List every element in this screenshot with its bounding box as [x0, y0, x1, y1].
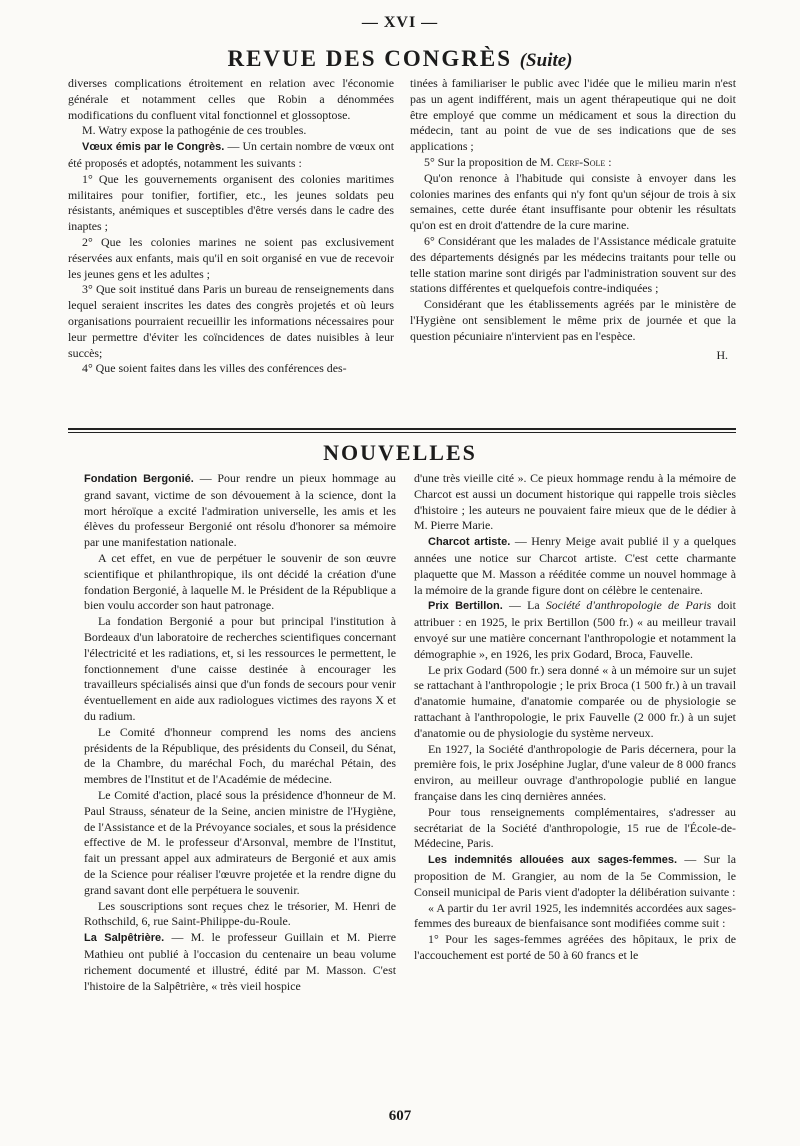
bergonie-label: Fondation Bergonié.	[84, 473, 194, 485]
section-title-congres	[0, 46, 800, 72]
news-right-column	[414, 471, 736, 964]
bertillon-society: Société d'anthropologie de Paris	[545, 598, 712, 613]
paragraph-voeux: Vœux émis par le Congrès. — Un certain nombre de vœux ont été proposés et adoptés, notamment les suivants :	[68, 139, 395, 170]
voeux-text: Un certain nombre de vœux ont été proposés et adoptés, notamment les suivants :	[68, 139, 395, 170]
charcot-label: Charcot artiste.	[428, 536, 511, 549]
paragraph: Qu'on renonce à l'habitude qui consiste à envoyer dans les colonies marines des enfants qui n'y font qu'un séjour de trois à six semaines, cette durée étant insuffisante pour obtenir les résultats qu'on est en droit d'attendre de la cure marine.	[410, 170, 736, 233]
paragraph-bertillon	[414, 598, 736, 662]
paragraph: En 1927, la Société d'anthropologie de Paris décernera, pour la première fois, le prix Joséphine Juglar, d'une valeur de 8 000 francs environ, au meilleur ouvrage d'anthropologie publié en langue française dans les cinq dernières années.	[414, 741, 736, 803]
voeux-label: Vœux émis par le Congrès.	[82, 141, 225, 154]
paragraph: Considérant que les établissements agréés par le ministère de l'Hygiène ont sensiblement le même prix de journée et que la question pécuniaire n'intervient pas en l'espèce.	[410, 297, 736, 343]
congres-title: REVUE DES CONGRÈS	[227, 46, 512, 71]
bertillon-pre: — La	[508, 598, 546, 613]
paragraph-indemnites	[414, 852, 736, 900]
paragraph-bergonie	[84, 471, 396, 551]
charcot-text: — Henry Meige avait publié il y a quelques années une notice sur Charcot artiste. C'est cette charmante plaquette que M. Masson a rééditée comme un nouvel hommage à la mémoire de la grande figure dont on célèbre le centenaire.	[414, 534, 736, 597]
paragraph: A cet effet, en vue de perpétuer le souvenir de son œuvre scientifique et philanthropique, ils ont décidé la création d'une fondation Bergonié, à laquelle M. le Président de la République a bien voulu accorder son haut patronage.	[84, 550, 396, 613]
section-title-nouvelles: NOUVELLES	[323, 440, 477, 465]
paragraph: 1° Pour les sages-femmes agréées des hôpitaux, le prix de l'accouchement est porté de 50 à 60 francs et le	[414, 932, 736, 962]
paragraph: 3° Que soit institué dans Paris un bureau de renseignements dans lequel seraient inscrites les dates des congrès projetés et où leurs organisations pourraient recueillir les informations nécessaires pour leur permettre d'éviter les coïncidences de dates nuisibles à leur succès;	[68, 282, 394, 360]
paragraph: d'une très vieille cité ». Ce pieux hommage rendu à la mémoire de Charcot est aussi un document historique qui rappelle trois siècles d'histoire ; les auteurs ne pouvaient faire mieux que de le dédier à M. Pierre Marie.	[414, 471, 736, 533]
paragraph: diverses complications étroitement en relation avec l'économie générale et notamment celles que Robin a dénommées modifications du confluent vital fonctionnel et glossoptose.	[68, 76, 394, 122]
cinq-name: Cerf-Sole	[556, 154, 606, 169]
paragraph: Les souscriptions sont reçues chez le trésorier, M. Henri de Rothschild, 6, rue Saint-Philippe-du-Roule.	[84, 898, 396, 929]
indemnites-text: — Sur la proposition de M. Grangier, au nom de la 5e Commission, le Conseil municipal de Paris vient d'adopter la délibération suivante :	[414, 852, 736, 899]
salpetriere-text: — M. le professeur Guillain et M. Pierre Mathieu ont publié à l'occasion du centenaire un beau volume richement documenté et illustré, édité par M. Masson. C'est l'histoire de la Salpêtrière, « très vieil hospice	[84, 930, 396, 993]
paragraph: 1° Que les gouvernements organisent des colonies maritimes militaires pour tonifier, fortifier, etc., les jeunes soldats peu résistants, anémiques et susceptibles d'être versés dans le cadre des inaptes ;	[68, 171, 394, 234]
paragraph: 2° Que les colonies marines ne soient pas exclusivement réservées aux enfants, mais qu'il en soit organisé en vue de recevoir les jeunes gens et les adultes ;	[68, 234, 394, 281]
paragraph: 6° Considérant que les malades de l'Assistance médicale gratuite des départements désignés par les médecins traitants pour telle ou telle station marine sont dirigés par l'administration souvent sur des stations différentes et quelquefois contre-indiquées ;	[410, 233, 736, 296]
bergonie-text: — Pour rendre un pieux hommage au grand savant, victime de son dévouement à la science, dont la mort héroïque a excité l'admiration universelle, les amis et les élèves du professeur Bergonié ont résolu d'honorer sa mémoire par une manifestation nationale.	[84, 471, 396, 550]
indemnites-label: Les indemnités allouées aux sages-femmes.	[428, 854, 678, 867]
paragraph: 4° Que soient faites dans les villes des conférences des-	[82, 361, 347, 376]
paragraph: Le prix Godard (500 fr.) sera donné « à un mémoire sur un sujet se rattachant à l'anthropologie ; le prix Broca (1 500 fr.) à un travail d'anatomie humaine, d'anatomie comparée ou de physiologie se rattachant à l'anthropologie, le prix Fauvelle (2 000 fr.) à un sujet d'anatomie ou de physiologie du système nerveux.	[414, 662, 736, 740]
salpetriere-label: La Salpêtrière.	[84, 932, 165, 945]
paragraph: tinées à familiariser le public avec l'idée que le milieu marin n'est pas un agent indifférent, mais un agent thérapeutique qui ne doit être employé que comme un médicament et sous la direction du médecin, tant au point de vue de ses indications que de ses applications ;	[410, 76, 736, 154]
bertillon-post: doit attribuer : en 1925, le prix Bertillon (500 fr.) « au meilleur travail envoyé sur une matière concernant l'anthropologie et notamment la démographie », en 1926, les prix Godard, Broca, Fauvelle.	[414, 598, 736, 661]
signature: H.	[716, 347, 728, 362]
paragraph: Le Comité d'action, placé sous la présidence d'honneur de M. Paul Strauss, sénateur de la Seine, ancien ministre de l'Hygiène, de l'Assistance et de la Prévoyance sociales, et sous la présidence effective de M. le professeur d'Arsonval, membre de l'Institut, fait un pressant appel aux admirateurs de Bergonié et aux amis de la Science pour réaliser l'œuvre projetée et la rendre digne du grand savant dont elle perpétuera le souvenir.	[84, 787, 396, 897]
congres-right-column	[410, 76, 736, 363]
cinq-suffix: :	[605, 154, 612, 169]
news-left-column	[84, 471, 396, 994]
paragraph-charcot	[414, 534, 736, 598]
page-number: 607	[388, 1108, 412, 1124]
paragraph: « A partir du 1er avril 1925, les indemnités accordées aux sages-femmes des bureaux de bienfaisance sont modifiées comme suit :	[414, 900, 736, 931]
congres-left-column	[68, 76, 394, 377]
paragraph: La fondation Bergonié a pour but principal l'institution à Bordeaux d'un laboratoire de recherches scientifiques concernant l'électricité et les radiations, et, si les ressources le permettent, le fonctionnement d'une caisse destinée à encourager les travailleurs spécialisés ainsi que d'un fonds de secours pour venir éventuellement en aide aux radiologues victimes des rayons X et du radium.	[84, 614, 396, 723]
page-header-roman: — XVI —	[361, 14, 439, 31]
section-divider-thin	[68, 432, 736, 433]
bertillon-label: Prix Bertillon.	[428, 600, 503, 613]
paragraph: M. Watry expose la pathogénie de ces troubles.	[82, 123, 307, 138]
paragraph-salpetriere	[84, 930, 396, 994]
paragraph-cinq	[410, 155, 736, 171]
section-divider	[68, 428, 736, 430]
congres-suite: (Suite)	[519, 50, 573, 71]
paragraph: Le Comité d'honneur comprend les noms des anciens présidents de la République, des présidents du Conseil, du Sénat, de la Chambre, du maréchal Foch, du maréchal Pétain, des membres de l'Institut et de l'Académie de médecine.	[84, 724, 396, 787]
cinq-prefix: 5° Sur la proposition de M.	[424, 154, 557, 169]
paragraph: Pour tous renseignements complémentaires, s'adresser au secrétariat de la Société d'anthropologie, 15 rue de l'École-de-Médecine, Paris.	[414, 804, 736, 851]
